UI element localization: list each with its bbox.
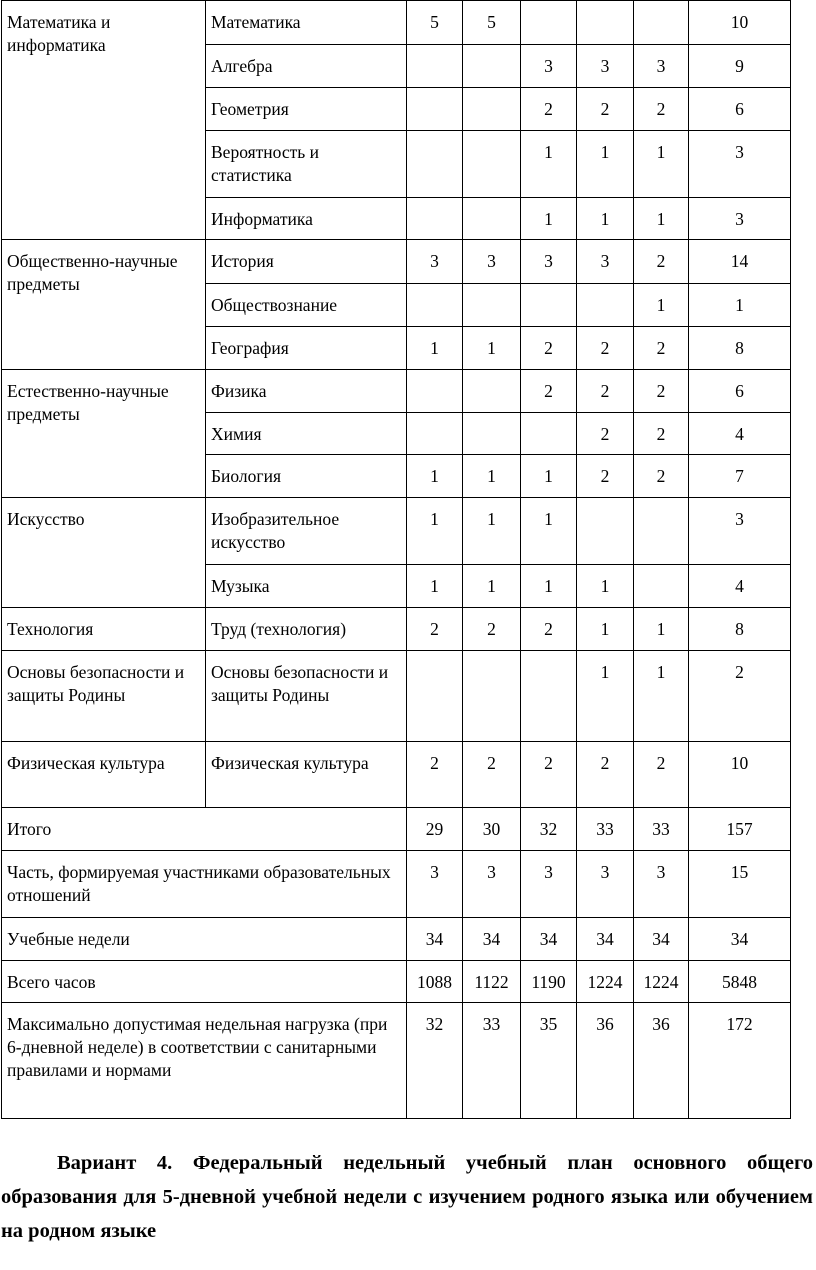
grade-hours-cell: 1 (634, 608, 689, 651)
grade-hours-cell: 33 (463, 1003, 521, 1119)
subject-name-cell: Физическая культура (206, 742, 407, 808)
grade-hours-cell (521, 284, 577, 327)
subject-area-cell: Естественно-научные предметы (2, 370, 206, 498)
grade-hours-cell: 1 (463, 327, 521, 370)
grade-hours-cell: 2 (577, 742, 634, 808)
grade-hours-cell: 1 (463, 565, 521, 608)
table-row (2, 1, 791, 45)
grade-hours-cell: 3 (407, 851, 463, 918)
grade-hours-cell: 1 (521, 198, 577, 240)
grade-hours-cell: 2 (521, 88, 577, 131)
subject-name-cell: Химия (206, 413, 407, 455)
grade-hours-cell: 1 (407, 498, 463, 565)
grade-hours-cell: 3 (634, 45, 689, 88)
grade-hours-cell: 1 (577, 198, 634, 240)
grade-hours-cell: 1 (521, 455, 577, 498)
grade-hours-cell: 34 (521, 918, 577, 961)
summary-label-cell: Итого (2, 808, 407, 851)
subject-name-cell: Биология (206, 455, 407, 498)
table-row (2, 742, 791, 808)
subject-name-cell: Геометрия (206, 88, 407, 131)
grade-hours-cell: 1122 (463, 961, 521, 1003)
grade-hours-cell: 1224 (634, 961, 689, 1003)
grade-hours-cell: 2 (634, 240, 689, 284)
grade-hours-cell (577, 498, 634, 565)
grade-hours-cell (463, 651, 521, 742)
grade-hours-cell: 1 (407, 565, 463, 608)
grade-hours-cell: 2 (577, 327, 634, 370)
grade-hours-cell (634, 565, 689, 608)
grade-hours-cell (521, 1, 577, 45)
total-hours-cell: 172 (689, 1003, 791, 1119)
summary-label-cell: Максимально допустимая недельная нагрузка (при 6-дневной неделе) в соответствии с санитарными правилами и нормами (2, 1003, 407, 1119)
grade-hours-cell: 33 (577, 808, 634, 851)
grade-hours-cell: 33 (634, 808, 689, 851)
grade-hours-cell: 3 (521, 240, 577, 284)
grade-hours-cell (463, 284, 521, 327)
grade-hours-cell: 1 (577, 565, 634, 608)
total-hours-cell: 10 (689, 1, 791, 45)
grade-hours-cell: 3 (577, 240, 634, 284)
grade-hours-cell: 2 (634, 742, 689, 808)
grade-hours-cell (521, 651, 577, 742)
grade-hours-cell: 2 (577, 370, 634, 413)
grade-hours-cell: 3 (521, 851, 577, 918)
total-hours-cell: 34 (689, 918, 791, 961)
grade-hours-cell (577, 284, 634, 327)
grade-hours-cell (407, 45, 463, 88)
grade-hours-cell (577, 1, 634, 45)
grade-hours-cell (521, 413, 577, 455)
summary-label-cell: Учебные недели (2, 918, 407, 961)
grade-hours-cell: 1 (577, 131, 634, 198)
subject-area-cell: Основы безопасности и защиты Родины (2, 651, 206, 742)
grade-hours-cell: 32 (521, 808, 577, 851)
plan-caption: Вариант 4. Федеральный недельный учебный план основного общего образования для 5-дневной учебной недели с изучением родного языка или обучением на родном языке (1, 1152, 813, 1242)
summary-row (2, 918, 791, 961)
grade-hours-cell (407, 88, 463, 131)
summary-row (2, 808, 791, 851)
table-row (2, 608, 791, 651)
grade-hours-cell (634, 498, 689, 565)
total-hours-cell: 14 (689, 240, 791, 284)
grade-hours-cell: 1 (407, 455, 463, 498)
table-row (2, 498, 791, 565)
total-hours-cell: 6 (689, 370, 791, 413)
summary-row (2, 851, 791, 918)
grade-hours-cell: 1 (634, 284, 689, 327)
grade-hours-cell: 1 (634, 198, 689, 240)
subject-name-cell: Обществознание (206, 284, 407, 327)
grade-hours-cell: 1 (407, 327, 463, 370)
grade-hours-cell (407, 131, 463, 198)
grade-hours-cell: 2 (634, 455, 689, 498)
grade-hours-cell: 35 (521, 1003, 577, 1119)
grade-hours-cell: 1 (521, 131, 577, 198)
grade-hours-cell: 1 (463, 455, 521, 498)
total-hours-cell: 3 (689, 131, 791, 198)
total-hours-cell: 5848 (689, 961, 791, 1003)
grade-hours-cell (463, 198, 521, 240)
grade-hours-cell: 3 (521, 45, 577, 88)
summary-label-cell: Всего часов (2, 961, 407, 1003)
subject-area-cell: Математика и информатика (2, 1, 206, 240)
subject-name-cell: Физика (206, 370, 407, 413)
grade-hours-cell: 34 (463, 918, 521, 961)
subject-area-cell: Общественно-научные предметы (2, 240, 206, 370)
total-hours-cell: 9 (689, 45, 791, 88)
grade-hours-cell: 3 (463, 851, 521, 918)
grade-hours-cell: 34 (407, 918, 463, 961)
grade-hours-cell: 2 (634, 370, 689, 413)
grade-hours-cell (463, 45, 521, 88)
grade-hours-cell: 1 (634, 651, 689, 742)
total-hours-cell: 10 (689, 742, 791, 808)
grade-hours-cell: 1 (521, 565, 577, 608)
summary-row (2, 1003, 791, 1119)
total-hours-cell: 4 (689, 413, 791, 455)
grade-hours-cell: 1 (577, 651, 634, 742)
total-hours-cell: 15 (689, 851, 791, 918)
grade-hours-cell: 2 (634, 327, 689, 370)
subject-name-cell: Алгебра (206, 45, 407, 88)
grade-hours-cell: 36 (577, 1003, 634, 1119)
grade-hours-cell: 32 (407, 1003, 463, 1119)
subject-name-cell: Музыка (206, 565, 407, 608)
grade-hours-cell: 2 (463, 608, 521, 651)
grade-hours-cell: 3 (634, 851, 689, 918)
subject-name-cell: География (206, 327, 407, 370)
grade-hours-cell: 2 (577, 413, 634, 455)
grade-hours-cell: 2 (521, 742, 577, 808)
subject-name-cell: Изобразительное искусство (206, 498, 407, 565)
subject-name-cell: Информатика (206, 198, 407, 240)
curriculum-table (1, 0, 791, 1119)
grade-hours-cell: 34 (577, 918, 634, 961)
total-hours-cell: 3 (689, 498, 791, 565)
grade-hours-cell: 2 (521, 327, 577, 370)
subject-name-cell: Труд (технология) (206, 608, 407, 651)
grade-hours-cell: 1190 (521, 961, 577, 1003)
grade-hours-cell: 2 (521, 370, 577, 413)
grade-hours-cell: 1 (634, 131, 689, 198)
grade-hours-cell (407, 284, 463, 327)
grade-hours-cell: 3 (463, 240, 521, 284)
subject-name-cell: Основы безопасности и защиты Родины (206, 651, 407, 742)
grade-hours-cell: 1224 (577, 961, 634, 1003)
grade-hours-cell: 2 (577, 88, 634, 131)
total-hours-cell: 6 (689, 88, 791, 131)
total-hours-cell: 1 (689, 284, 791, 327)
summary-row (2, 961, 791, 1003)
grade-hours-cell: 3 (577, 45, 634, 88)
total-hours-cell: 8 (689, 327, 791, 370)
table-row (2, 651, 791, 742)
grade-hours-cell: 2 (634, 88, 689, 131)
grade-hours-cell (463, 131, 521, 198)
grade-hours-cell (407, 413, 463, 455)
grade-hours-cell: 5 (463, 1, 521, 45)
subject-area-cell: Физическая культура (2, 742, 206, 808)
total-hours-cell: 157 (689, 808, 791, 851)
subject-name-cell: Математика (206, 1, 407, 45)
summary-label-cell: Часть, формируемая участниками образовательных отношений (2, 851, 407, 918)
grade-hours-cell: 2 (407, 742, 463, 808)
grade-hours-cell: 3 (407, 240, 463, 284)
grade-hours-cell: 29 (407, 808, 463, 851)
grade-hours-cell (634, 1, 689, 45)
subject-name-cell: История (206, 240, 407, 284)
total-hours-cell: 2 (689, 651, 791, 742)
grade-hours-cell: 1088 (407, 961, 463, 1003)
grade-hours-cell (407, 198, 463, 240)
grade-hours-cell: 2 (407, 608, 463, 651)
grade-hours-cell: 2 (577, 455, 634, 498)
grade-hours-cell: 1 (577, 608, 634, 651)
grade-hours-cell (463, 88, 521, 131)
subject-area-cell: Искусство (2, 498, 206, 608)
grade-hours-cell: 1 (463, 498, 521, 565)
grade-hours-cell: 34 (634, 918, 689, 961)
grade-hours-cell (407, 370, 463, 413)
grade-hours-cell: 3 (577, 851, 634, 918)
total-hours-cell: 8 (689, 608, 791, 651)
grade-hours-cell: 2 (463, 742, 521, 808)
table-row (2, 370, 791, 413)
grade-hours-cell: 1 (521, 498, 577, 565)
total-hours-cell: 7 (689, 455, 791, 498)
grade-hours-cell (463, 370, 521, 413)
grade-hours-cell: 2 (634, 413, 689, 455)
grade-hours-cell (407, 651, 463, 742)
grade-hours-cell: 5 (407, 1, 463, 45)
subject-area-cell: Технология (2, 608, 206, 651)
grade-hours-cell (463, 413, 521, 455)
grade-hours-cell: 30 (463, 808, 521, 851)
subject-name-cell: Вероятность и статистика (206, 131, 407, 198)
total-hours-cell: 4 (689, 565, 791, 608)
curriculum-table-body (2, 1, 791, 1119)
grade-hours-cell: 2 (521, 608, 577, 651)
total-hours-cell: 3 (689, 198, 791, 240)
grade-hours-cell: 36 (634, 1003, 689, 1119)
table-row (2, 240, 791, 284)
